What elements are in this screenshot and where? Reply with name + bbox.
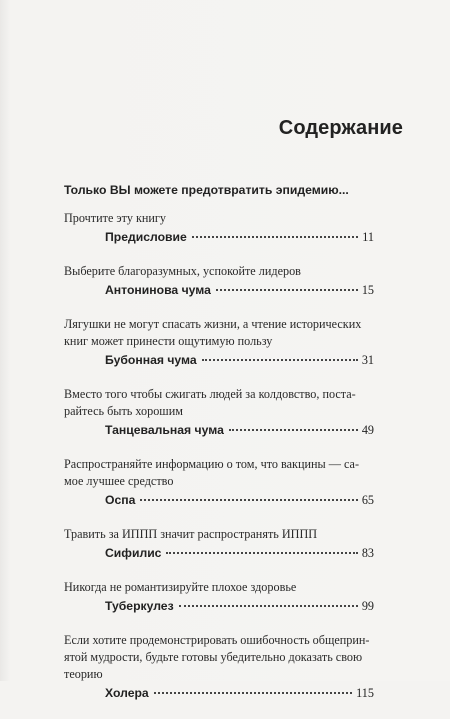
toc-entry <box>64 263 374 299</box>
page-number: 49 <box>361 423 374 437</box>
chapter-title: Антонинова чума <box>105 283 211 297</box>
entry-subtitle: Вместо того чтобы сжигать людей за колдовство, поста- <box>64 387 356 401</box>
entry-subtitle: мое лучшее средство <box>64 474 174 488</box>
page-number: 99 <box>361 599 374 613</box>
toc-entry <box>64 386 374 439</box>
page-number: 15 <box>361 283 374 297</box>
dot-leader <box>216 289 358 291</box>
entry-subtitle: Выберите благоразумных, успокойте лидеров <box>64 264 301 278</box>
toc-chapter-row <box>105 351 374 369</box>
dot-leader <box>179 605 358 607</box>
page-number: 65 <box>361 493 374 507</box>
page-number: 31 <box>361 353 374 367</box>
toc-list <box>64 210 374 719</box>
entry-subtitle: Травить за ИППП значит распространять ИППП <box>64 527 318 541</box>
entry-subtitle: Если хотите продемонстрировать ошибочность общеприн- <box>64 633 370 647</box>
chapter-title: Предисловие <box>105 230 187 244</box>
chapter-title: Холера <box>105 686 149 700</box>
chapter-title: Туберкулез <box>105 599 174 613</box>
dot-leader <box>166 552 357 554</box>
entry-subtitle: Прочтите эту книгу <box>64 211 167 225</box>
entry-subtitle: Распространяйте информацию о том, что вакцины — са- <box>64 457 360 471</box>
toc-entry <box>64 579 374 615</box>
chapter-title: Танцевальная чума <box>105 423 224 437</box>
entry-subtitle: Лягушки не могут спасать жизни, а чтение исторических <box>64 317 362 331</box>
entry-subtitle: Никогда не романтизируйте плохое здоровье <box>64 580 297 594</box>
entry-subtitle: теорию <box>64 667 103 681</box>
dot-leader <box>229 429 358 431</box>
dot-leader <box>154 692 352 694</box>
dot-leader <box>202 359 358 361</box>
toc-chapter-row <box>105 228 374 246</box>
toc-chapter-row <box>105 281 374 299</box>
toc-chapter-row <box>105 544 374 562</box>
toc-chapter-row <box>105 491 374 509</box>
dot-leader <box>140 499 357 501</box>
page-number: 83 <box>361 546 374 560</box>
toc-entry <box>64 456 374 509</box>
entry-subtitle: райтесь быть хорошим <box>64 404 183 418</box>
toc-entry <box>64 526 374 562</box>
toc-chapter-row <box>105 597 374 615</box>
toc-entry <box>64 632 374 702</box>
intro-line: Только ВЫ можете предотвратить эпидемию... <box>64 183 349 197</box>
entry-subtitle: книг может принести ощутимую пользу <box>64 334 273 348</box>
chapter-title: Бубонная чума <box>105 353 197 367</box>
toc-chapter-row <box>105 684 374 702</box>
toc-entry <box>64 210 374 246</box>
chapter-title: Оспа <box>105 493 136 507</box>
toc-chapter-row <box>105 421 374 439</box>
toc-entry <box>64 316 374 369</box>
page-number: 11 <box>362 230 374 244</box>
chapter-title: Сифилис <box>105 546 162 560</box>
entry-subtitle: ятой мудрости, будьте готовы убедительно доказать свою <box>64 650 363 664</box>
page-number: 115 <box>356 686 374 700</box>
page-title: Содержание <box>278 117 403 139</box>
dot-leader <box>192 236 358 238</box>
